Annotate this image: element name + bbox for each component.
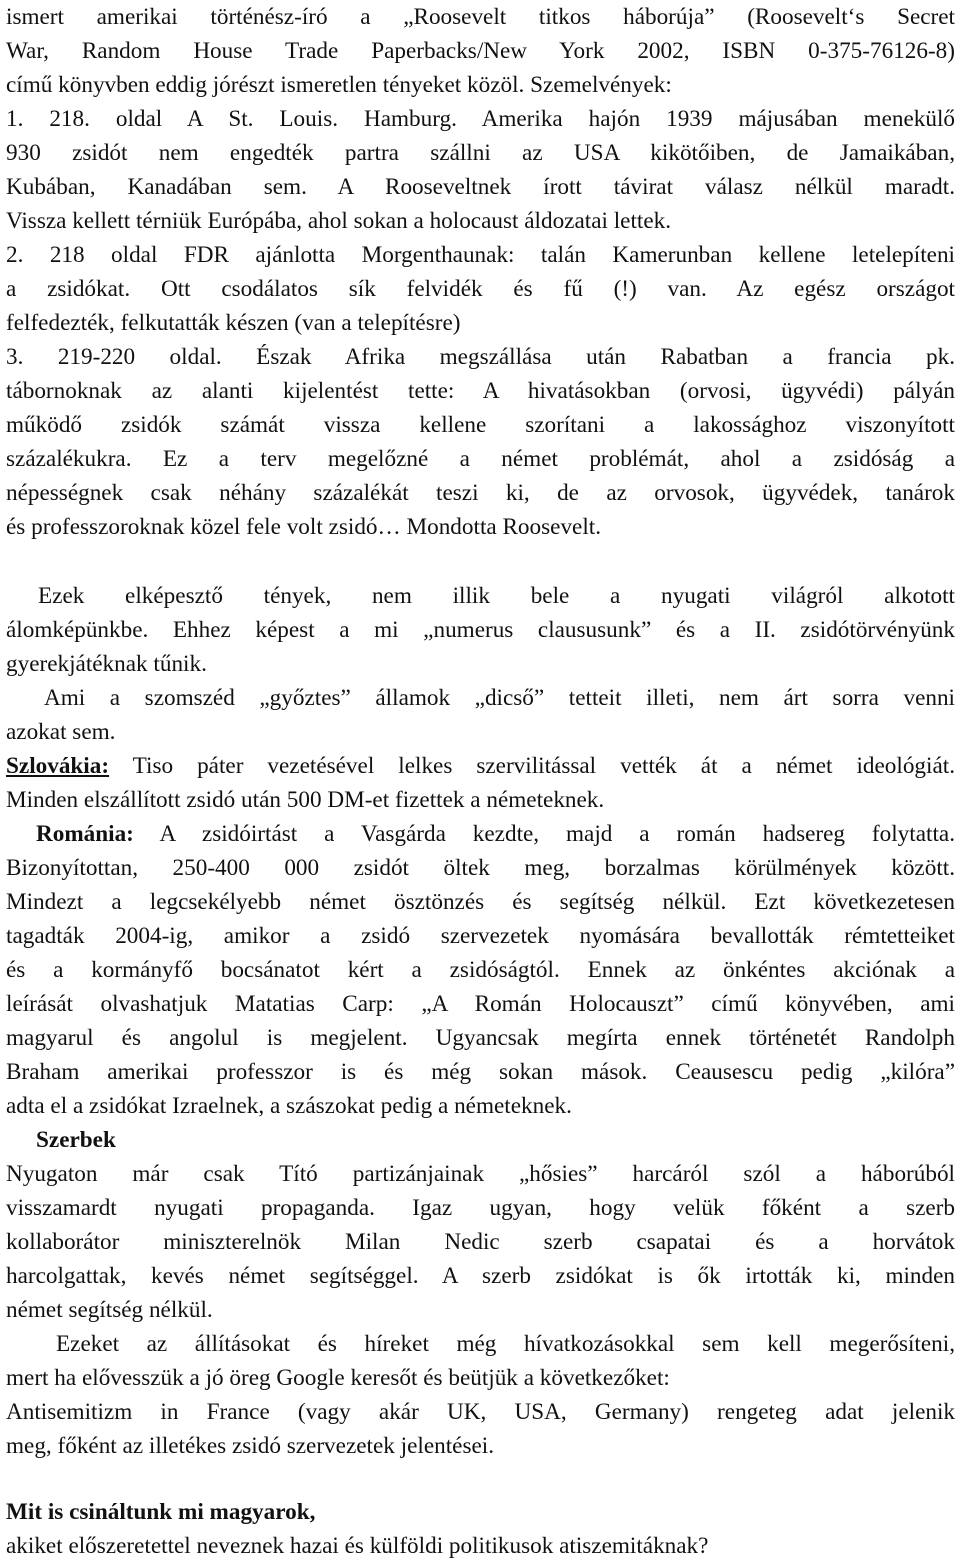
text-line: című könyvben eddig jórészt ismeretlen tényeket közöl. Szemelvények: bbox=[6, 72, 672, 98]
heading-slovakia: Szlovákia: bbox=[6, 753, 110, 779]
text-line: Vissza kellett térniük Európába, ahol sokan a holocaust áldozatai lettek. bbox=[6, 208, 672, 234]
text-span: Tiso páter vezetésével lelkes szervilitással vették át a német ideológiát. bbox=[109, 753, 955, 779]
text-line bbox=[6, 749, 955, 783]
text-line: Bizonyítottan, 250-400 000 zsidót öltek meg, borzalmas körülmények között. bbox=[6, 855, 955, 881]
heading-serbia: Szerbek bbox=[36, 1127, 116, 1153]
section-slovakia bbox=[6, 749, 955, 817]
text-line: Nyugaton már csak Tító partizánjainak „hősies” harcáról szól a háborúból bbox=[6, 1161, 955, 1187]
text-line: felfedezték, felkutatták készen (van a telepítésre) bbox=[6, 310, 461, 336]
text-line: és professzoroknak közel fele volt zsidó… Mondotta Roosevelt. bbox=[6, 514, 602, 540]
text-line: 2. 218 oldal FDR ajánlotta Morgenthaunak: talán Kamerunban kellene letelepíteni bbox=[6, 242, 955, 268]
text-line: működő zsidók számát vissza kellene szorítani a lakossághoz viszonyított bbox=[6, 412, 955, 438]
text-line: War, Random House Trade Paperbacks/New York 2002, ISBN 0-375-76126-8) bbox=[6, 38, 955, 64]
text-line bbox=[6, 817, 955, 851]
text-line: tagadták 2004-ig, amikor a zsidó szervezetek nyomására bevallották rémtetteiket bbox=[6, 923, 955, 949]
text-line: népességnek csak néhány százalékát teszi ki, de az orvosok, ügyvédek, tanárok bbox=[6, 480, 955, 506]
text-line: Braham amerikai professzor is és még sokan mások. Ceausescu pedig „kilóra” bbox=[6, 1059, 955, 1085]
text-line: százalékukra. Ez a terv megelőzné a német problémát, ahol a zsidóság a bbox=[6, 446, 955, 472]
paragraph-astonishing-facts bbox=[6, 579, 955, 681]
text-line: mert ha elővesszük a jó öreg Google keresőt és beütjük a következőket: bbox=[6, 1365, 670, 1391]
paragraph-roosevelt-book bbox=[6, 0, 955, 544]
text-line: Ami a szomszéd „győztes” államok „dicső” tetteit illeti, nem árt sorra venni bbox=[44, 685, 955, 711]
paragraph-spacer bbox=[6, 1463, 955, 1495]
text-line: visszamardt nyugati propaganda. Igaz ugyan, hogy velük főként a szerb bbox=[6, 1195, 955, 1221]
text-line: ismert amerikai történész-író a „Roosevelt titkos háborúja” (Roosevelt‘s Secret bbox=[6, 4, 955, 30]
text-line: Ezeket az állításokat és híreket még hívatkozásokkal sem kell megerősíteni, bbox=[56, 1331, 955, 1357]
text-line: a zsidókat. Ott csodálatos sík felvidék és fű (!) van. Az egész országot bbox=[6, 276, 955, 302]
text-line: Mindezt a legcsekélyebb német ösztönzés és segítség nélkül. Ezt következetesen bbox=[6, 889, 955, 915]
text-line: harcolgattak, kevés német segítséggel. A szerb zsidókat is ők irtották ki, minden bbox=[6, 1263, 955, 1289]
text-line: meg, főként az illetékes zsidó szervezetek jelentései. bbox=[6, 1433, 495, 1459]
text-line: gyerekjátéknak tűnik. bbox=[6, 651, 207, 677]
paragraph-google bbox=[6, 1327, 955, 1463]
text-line: 930 zsidót nem engedték partra szállni az USA kikötőiben, de Jamaikában, bbox=[6, 140, 955, 166]
text-line: 3. 219-220 oldal. Észak Afrika megszállása után Rabatban a francia pk. bbox=[6, 344, 955, 370]
text-line: tábornoknak az alanti kijelentést tette: A hivatásokban (orvosi, ügyvédi) pályán bbox=[6, 378, 955, 404]
text-line: magyarul és angolul is megjelent. Ugyancsak megírta ennek történetét Randolph bbox=[6, 1025, 955, 1051]
text-line: Antisemitizm in France (vagy akár UK, USA, Germany) rengeteg adat jelenik bbox=[6, 1399, 955, 1425]
text-span: A zsidóirtást a Vasgárda kezdte, majd a román hadsereg folytatta. bbox=[133, 821, 955, 847]
section-romania bbox=[6, 817, 955, 1123]
text-line: Minden elszállított zsidó után 500 DM-et fizettek a németeknek. bbox=[6, 787, 605, 813]
section-closing bbox=[6, 1495, 955, 1563]
text-line: leírását olvashatjuk Matatias Carp: „A Román Holocauszt” című könyvében, ami bbox=[6, 991, 955, 1017]
text-line: adta el a zsidókat Izraelnek, a szászokat pedig a németeknek. bbox=[6, 1093, 572, 1119]
heading-romania: Románia: bbox=[36, 821, 134, 847]
text-line: Ezek elképesztő tények, nem illik bele a nyugati világról alkotott bbox=[38, 583, 955, 609]
text-line: álomképünkbe. Ehhez képest a mi „numerus claususunk” és a II. zsidótörvényünk bbox=[6, 617, 955, 643]
heading-closing: Mit is csináltunk mi magyarok, bbox=[6, 1499, 316, 1525]
paragraph-neighbour-states bbox=[6, 681, 955, 749]
text-line: 1. 218. oldal A St. Louis. Hamburg. Amerika hajón 1939 májusában menekülő bbox=[6, 106, 955, 132]
text-line: akiket előszeretettel neveznek hazai és külföldi politikusok atiszemitáknak? bbox=[6, 1533, 709, 1559]
text-line: Kubában, Kanadában sem. A Rooseveltnek írott távirat válasz nélkül maradt. bbox=[6, 174, 955, 200]
section-serbia bbox=[6, 1123, 955, 1327]
text-line: és a kormányfő bocsánatot kért a zsidóságtól. Ennek az önkéntes akciónak a bbox=[6, 957, 955, 983]
text-line: kollaborátor miniszterelnök Milan Nedic szerb csapatai és a horvátok bbox=[6, 1229, 955, 1255]
paragraph-spacer bbox=[6, 544, 955, 579]
text-line: német segítség nélkül. bbox=[6, 1297, 213, 1323]
text-line: azokat sem. bbox=[6, 719, 116, 745]
